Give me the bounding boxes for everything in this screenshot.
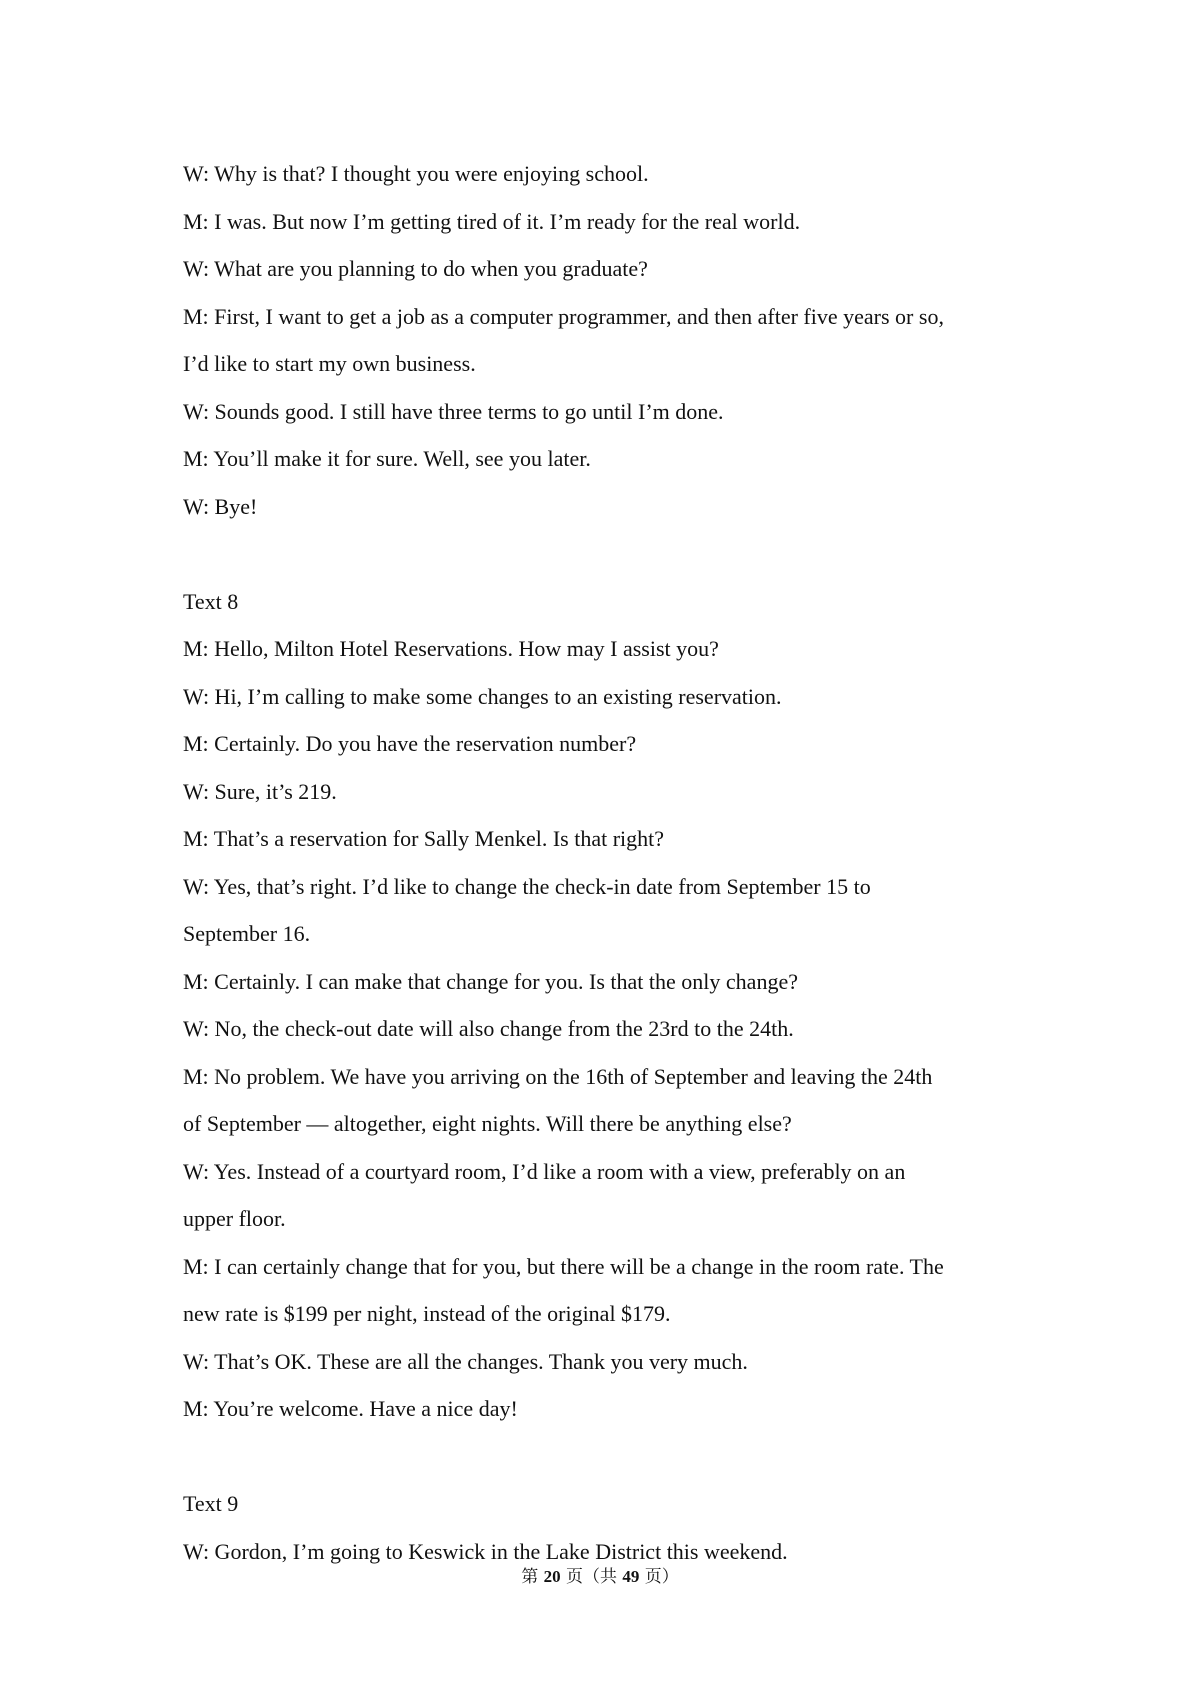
dialogue-line: W: Sounds good. I still have three terms to go until I’m done.	[183, 398, 724, 424]
dialogue-line: M: You’ll make it for sure. Well, see you later.	[183, 446, 591, 471]
dialogue-line: W: No, the check-out date will also change from the 23rd to the 24th.	[183, 1016, 794, 1041]
dialogue-line: M: I was. But now I’m getting tired of it. I’m ready for the real world.	[183, 208, 801, 234]
dialogue-line: M: Certainly. Do you have the reservation number?	[183, 731, 637, 756]
dialogue-line: W: Bye!	[183, 493, 258, 519]
dialogue-line: W: That’s OK. These are all the changes. Thank you very much.	[183, 1348, 748, 1374]
dialogue-line: M: That’s a reservation for Sally Menkel. Is that right?	[183, 826, 665, 851]
dialogue-line: M: Hello, Milton Hotel Reservations. How may I assist you?	[183, 636, 719, 661]
dialogue-line: of September — altogether, eight nights. Will there be anything else?	[183, 1111, 792, 1136]
page-footer	[0, 1562, 1200, 1587]
dialogue-line: M: I can certainly change that for you, but there will be a change in the room rate. The	[183, 1253, 944, 1279]
footer-suffix: 页）	[639, 1567, 679, 1587]
dialogue-line: W: Hi, I’m calling to make some changes to an existing reservation.	[183, 683, 782, 709]
text9-section	[183, 1480, 1043, 1575]
dialogue-line: upper floor.	[183, 1206, 286, 1231]
footer-middle: 页（共	[560, 1567, 623, 1587]
dialogue-line: M: Certainly. I can make that change for you. Is that the only change?	[183, 968, 798, 994]
dialogue-line: W: Yes. Instead of a courtyard room, I’d like a room with a view, preferably on an	[183, 1158, 906, 1184]
dialogue-line: new rate is $199 per night, instead of the original $179.	[183, 1301, 671, 1326]
footer-prefix: 第	[521, 1567, 544, 1587]
dialogue-line: W: Gordon, I’m going to Keswick in the Lake District this weekend.	[183, 1538, 788, 1564]
text8-section	[183, 578, 1043, 1433]
dialogue-line: W: What are you planning to do when you graduate?	[183, 256, 648, 281]
dialogue-part1	[183, 150, 1043, 530]
dialogue-line: I’d like to start my own business.	[183, 351, 476, 376]
section-heading: Text 9	[183, 1491, 239, 1516]
dialogue-line: M: You’re welcome. Have a nice day!	[183, 1396, 518, 1421]
section-spacer	[183, 530, 1043, 578]
page-number: 20	[543, 1567, 561, 1586]
document-page	[183, 150, 1043, 1575]
dialogue-line: M: First, I want to get a job as a computer programmer, and then after five years or so,	[183, 303, 944, 329]
dialogue-line: M: No problem. We have you arriving on the 16th of September and leaving the 24th	[183, 1063, 933, 1089]
dialogue-line: W: Sure, it’s 219.	[183, 778, 337, 804]
page-total: 49	[622, 1567, 640, 1586]
dialogue-line: W: Yes, that’s right. I’d like to change the check-in date from September 15 to	[183, 873, 871, 899]
section-heading: Text 8	[183, 588, 239, 614]
dialogue-line: W: Why is that? I thought you were enjoying school.	[183, 161, 649, 186]
section-spacer	[183, 1433, 1043, 1481]
dialogue-line: September 16.	[183, 921, 311, 946]
